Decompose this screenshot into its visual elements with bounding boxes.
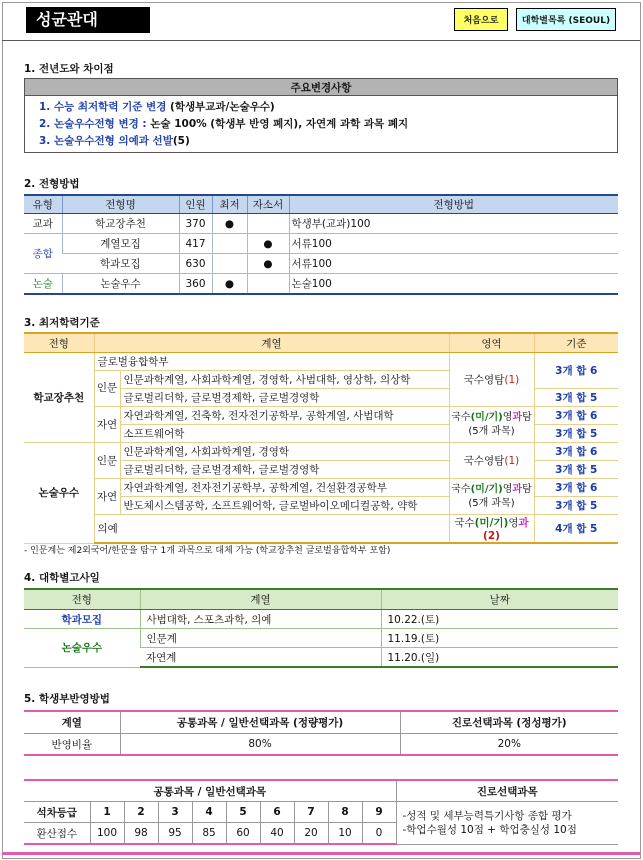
substitution-note: - 인문계는 제2외국어/한문을 탐구 1개 과목으로 대체 가능 (학교장추천 글로벌융합학부 포함) (24, 546, 391, 556)
col-name: 전형명 (62, 195, 179, 214)
header-divider (2, 40, 640, 41)
col-count: 인원 (179, 195, 212, 214)
area-cell: 국수영탐(1) (449, 443, 534, 479)
table-row: 자연계 11.20.(일) (24, 648, 618, 668)
col-area: 영역 (449, 333, 534, 353)
col-type: 유형 (24, 195, 62, 214)
section-4-heading: 4. 대학별고사일 (24, 572, 100, 584)
min-mark: ● (212, 274, 247, 295)
section-1-heading: 1. 전년도와 차이점 (24, 63, 114, 75)
table-row: 교과 학교장추천 370 ● 학생부(교과)100 (24, 214, 618, 234)
group-school-recommend: 학교장추천 (24, 353, 94, 443)
type-cell: 교과 (24, 214, 62, 234)
jayeon-label: 자연 (94, 479, 120, 515)
table-row: 학과모집 사범대학, 스포츠과학, 의예 10.22.(토) (24, 610, 618, 629)
table-row: 종합 계열모집 417 ● 서류100 (24, 234, 618, 254)
col-method: 전형방법 (289, 195, 618, 214)
col-essay: 자소서 (247, 195, 289, 214)
min-mark: ● (212, 214, 247, 234)
table-row: 석차등급 1 2 3 4 5 6 7 8 9 -성적 및 세부능력특기사항 종합 평가 -학업수월성 10점 + 학업충실성 10점 (24, 802, 618, 823)
changes-table (24, 78, 618, 153)
table-row: 학과모집 630 ● 서류100 (24, 254, 618, 274)
table-row: 논술우수 인문계 11.19.(토) (24, 629, 618, 648)
group-essay: 논술우수 (24, 443, 94, 544)
first-page-button[interactable]: 처음으로 (454, 8, 508, 31)
area-cell: 국수(미/기)영과탐 (5개 과목) (449, 479, 534, 515)
area-cell: 국수영탐(1) (449, 353, 534, 407)
table-row: 논술 논술우수 360 ● 논술100 (24, 274, 618, 295)
type-cell: 논술 (24, 274, 62, 295)
exam-date-table (24, 588, 618, 668)
university-list-seoul-button[interactable]: 대학별목록 (SEOUL) (516, 8, 616, 31)
section-3-heading: 3. 최저학력기준 (24, 317, 100, 329)
admission-method-table (24, 194, 618, 295)
col-standard: 기준 (534, 333, 618, 353)
career-evaluation-desc: -성적 및 세부능력특기사항 종합 평가 -학업수월성 10점 + 학업충실성 10점 (396, 802, 618, 845)
col-min: 최저 (212, 195, 247, 214)
essay-mark: ● (247, 254, 289, 274)
table-row: 환산점수 100 98 95 85 60 40 20 10 0 (24, 823, 618, 845)
change-item-3: 3. 논술우수전형 의예과 선발(5) (39, 135, 190, 147)
change-item-1: 1. 수능 최저학력 기준 변경 (학생부교과/논술우수) (39, 101, 275, 113)
col-type: 전형 (24, 333, 94, 353)
table-row: 반영비율 80% 20% (24, 734, 618, 756)
jayeon-label: 자연 (94, 407, 120, 443)
col-date: 날짜 (381, 589, 618, 610)
grade-conversion-table: 공통과목 / 일반선택과목 진로선택과목 석차등급 1 2 3 4 5 6 7 8 9 -성적 및 세부능력특기사항 종합 평가 -학업수월성 10점 + 학업충실성 10점 환산점수 100 98 95 85 60 40 20 10 0 (24, 779, 618, 845)
inmun-label: 인문 (94, 371, 120, 407)
university-title: 성균관대 (26, 7, 150, 33)
section-2-heading: 2. 전형방법 (24, 178, 80, 190)
inmun-label: 인문 (94, 443, 120, 479)
type-cell: 종합 (24, 234, 62, 274)
col-field: 계열 (140, 589, 381, 610)
bottom-divider (2, 852, 640, 855)
minimum-standard-table: 전형 계열 영역 기준 학교장추천 글로벌융합학부 국수영탐(1) 3개 합 6 인문 인문과학계열, 사회과학계열, 경영학, 사범대학, 영상학, 의상학 글로벌리더학, 글로벌경제학, 글로벌경영학 3개 합 5 자연 자연과학계열, 건축학, 전자전기공학부, 공학계열, 사범대학 국수(미/기)영과탐 (5개 과목) 3개 합 6 소프트웨어학 3개 합 5 논술우수 인문 인문과학계열, 사회과학계열, 경영학 국수영탐(1) 3개 합 6 글로벌리더학, 글로벌경제학, 글로벌경영학 3개 합 5 자연 자연과학계열, 전자전기공학부, 공학계열, 건설환경공학부 국수(미/기)영과탐 (5개 과목) 3개 합 6 반도체시스템공학, 소프트웨어학, 글로벌바이오메디컬공학, 약학 3개 합 5 의예 국수(미/기)영과(2) 4개 합 5 (24, 332, 618, 544)
section-5-heading: 5. 학생부반영방법 (24, 693, 110, 705)
col-type: 전형 (24, 589, 140, 610)
changes-header: 주요변경사항 (25, 79, 618, 96)
essay-mark: ● (247, 234, 289, 254)
area-cell: 국수(미/기)영과(2) (449, 515, 534, 544)
ratio-table: 계열 공통과목 / 일반선택과목 (정량평가) 진로선택과목 (정성평가) 반영비율 80% 20% (24, 710, 618, 756)
area-cell: 국수(미/기)영과탐 (5개 과목) (449, 407, 534, 443)
col-field: 계열 (94, 333, 449, 353)
change-item-2: 2. 논술우수전형 변경 : 논술 100% (학생부 반영 폐지), 자연계 과학 과목 폐지 (39, 118, 409, 130)
